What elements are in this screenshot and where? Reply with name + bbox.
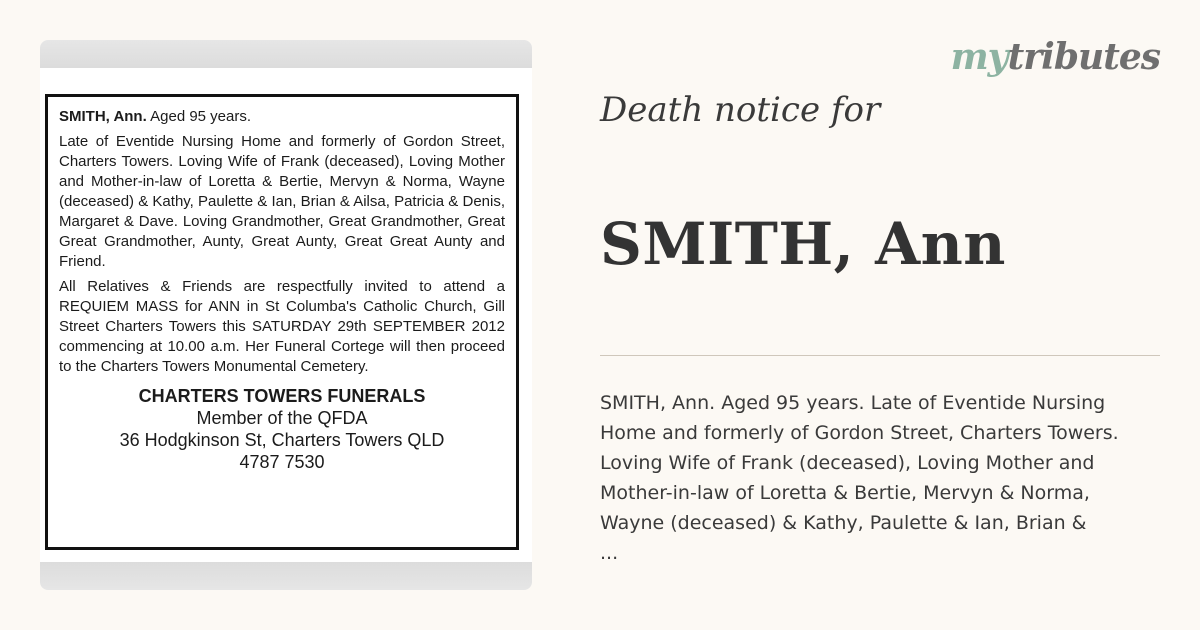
notice-age: Aged 95 years. xyxy=(150,108,252,125)
notice-name: SMITH, Ann. xyxy=(59,108,147,125)
image-top-strip xyxy=(40,40,532,68)
funeral-home-address: 36 Hodgkinson St, Charters Towers QLD xyxy=(119,430,445,450)
deceased-name: SMITH, Ann xyxy=(600,210,1006,278)
logo-part-tributes: tributes xyxy=(1007,36,1160,78)
page-heading: Death notice for xyxy=(600,90,881,130)
death-notice-clipping xyxy=(45,94,519,550)
funeral-home-block xyxy=(59,385,505,473)
funeral-home-name: CHARTERS TOWERS FUNERALS xyxy=(138,386,426,406)
mytributes-logo[interactable] xyxy=(951,36,1160,78)
image-bottom-strip xyxy=(40,562,532,590)
notice-image xyxy=(40,40,532,590)
divider xyxy=(600,355,1160,356)
logo-part-my: my xyxy=(950,36,1008,78)
notice-summary: SMITH, Ann. Aged 95 years. Late of Eventide Nursing Home and formerly of Gordon Street, Charters Towers. Loving Wife of Frank (deceased), Loving Mother and Mother-in-law of Loretta & Bertie, Mervyn & Norma, Wayne (deceased) & Kathy, Paulette & Ian, Brian & ... xyxy=(600,392,1119,564)
notice-paragraph-2: All Relatives & Friends are respectfully invited to attend a REQUIEM MASS for ANN in St Columba's Catholic Church, Gill Street Charters Towers this SATURDAY 29th SEPTEMBER 2012 commencing at 10.00 a.m. Her Funeral Cortege will then proceed to the Charters Towers Monumental Cemetery. xyxy=(59,278,505,375)
notice-paragraph-1: Late of Eventide Nursing Home and formerly of Gordon Street, Charters Towers. Loving Wife of Frank (deceased), Loving Mother and Mother-in-law of Loretta & Bertie, Mervyn & Norma, Wayne (deceased) & Kathy, Paulette & Ian, Brian & Ailsa, Patricia & Denis, Margaret & Dave. Loving Grandmother, Great Grandmother, Great Great Grandmother, Aunty, Great Aunty, Great Great Aunty and Friend. xyxy=(59,133,505,270)
notice-first-line xyxy=(59,107,505,127)
funeral-home-member: Member of the QFDA xyxy=(196,408,368,428)
funeral-home-phone: 4787 7530 xyxy=(239,452,325,472)
